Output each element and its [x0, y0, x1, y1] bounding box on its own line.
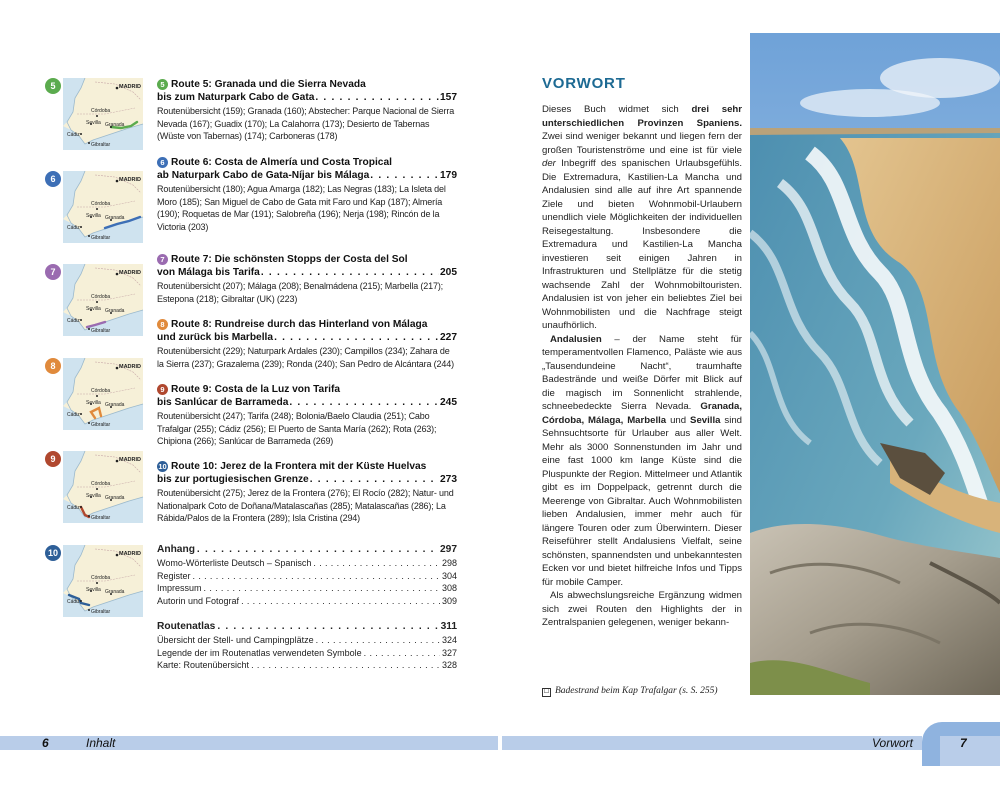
route-stops: Routenübersicht (159); Granada (160); Abstecher: Parque Nacional de Sierra Nevada (167); Guadix (170); La Calahorra (173); Desierto de Tabernas (Wüste von Tabernas) (174); Carboneras (178): [157, 106, 455, 142]
map-label-granada: Granada: [105, 215, 125, 221]
route-number-badge: 9: [157, 384, 168, 395]
route-title-line-2: bis Sanlúcar de Barrameda: [157, 397, 289, 408]
route-number-badge: 5: [157, 79, 168, 90]
route-map-badge: 9: [45, 451, 61, 467]
map-label-gibraltar: Gibraltar: [91, 609, 111, 615]
toc-route-heading[interactable]: [157, 383, 457, 409]
map-label-sevilla: Sevilla: [86, 306, 101, 312]
route-map-badge: 6: [45, 171, 61, 187]
map-label-madrid: MADRID: [119, 551, 141, 557]
route-title-line-1: Route 7: Die schönsten Stopps der Costa del Sol: [171, 254, 408, 265]
toc-route-heading[interactable]: [157, 318, 457, 344]
toc-route-entry: [157, 383, 457, 448]
foreword-text: [542, 103, 742, 630]
route-title-line-2: und zurück bis Marbella: [157, 332, 274, 343]
route-stops: Routenübersicht (275); Jerez de la Frontera (276); El Rocío (282); Natur- und Nationalpark Coto de Doñana/Matalascañas (285); Matalascañas (286); La Rábida/Palos de la Frontera (289); Isla Cristina (294): [157, 488, 454, 524]
toc-route-entry: [157, 156, 457, 233]
map-label-cadiz: Cádiz: [67, 505, 80, 511]
map-label-granada: Granada: [105, 402, 125, 408]
route-map-badge: 10: [45, 545, 61, 561]
footer-section-label-left: Inhalt: [86, 736, 116, 750]
photo-caption: ☐ Badestrand beim Kap Trafalgar (s. S. 255): [543, 686, 718, 696]
map-label-cadiz: Cádiz: [67, 599, 80, 605]
toc-route-entry: [157, 460, 457, 525]
route-title-line-1: Route 6: Costa de Almería und Costa Tropical: [171, 157, 392, 168]
map-label-cadiz: Cádiz: [67, 318, 80, 324]
map-label-gibraltar: Gibraltar: [91, 422, 111, 428]
route-page-number: 205: [440, 267, 457, 278]
toc-routenatlas-title: Routenatlas: [157, 621, 216, 632]
toc-route-heading[interactable]: [157, 460, 457, 486]
toc-anhang-item[interactable]: Impressum . . . 308: [157, 582, 457, 595]
map-label-cordoba: Córdoba: [91, 294, 111, 300]
toc-routenatlas-item[interactable]: Karte: Routenübersicht . . . 328: [157, 659, 457, 672]
route-map-thumbnail: [45, 545, 145, 617]
toc-route-heading[interactable]: [157, 253, 457, 279]
beach-photo-image: [750, 33, 1000, 695]
toc-routenatlas-title-row[interactable]: [157, 620, 457, 634]
map-label-granada: Granada: [105, 495, 125, 501]
page-title: VORWORT: [542, 75, 626, 92]
toc-routenatlas-item[interactable]: Übersicht der Stell- und Campingplätze . . . 324: [157, 634, 457, 647]
page-number-left: 6: [42, 736, 49, 750]
toc-routenatlas: [157, 620, 457, 672]
foreword-paragraph-3: Als abwechslungsreiche Ergänzung widmen sich zwei Routen den Highlights der in Zentralspanien gelegenen, weniger bekann-: [542, 590, 742, 628]
footer-section-label-right: Vorwort: [872, 736, 913, 750]
footer-bar-right: [502, 736, 922, 750]
map-label-sevilla: Sevilla: [86, 213, 101, 219]
route-map-badge: 7: [45, 264, 61, 280]
toc-route-entry: [157, 78, 457, 143]
map-label-madrid: MADRID: [119, 84, 141, 90]
route-stops: Routenübersicht (229); Naturpark Ardales (230); Campillos (234); Zahara de la Sierra (237); Grazalema (239); Ronda (240); San Pedro de Alcántara (244): [157, 346, 454, 369]
toc-route-heading[interactable]: [157, 78, 457, 104]
toc-route-entry: [157, 318, 457, 370]
toc-routenatlas-item[interactable]: Legende der im Routenatlas verwendeten Symbole . . . 327: [157, 647, 457, 660]
route-map-thumbnail: [45, 451, 145, 523]
right-page: [500, 0, 1000, 800]
toc-anhang-page: 297: [440, 544, 457, 555]
map-label-cordoba: Córdoba: [91, 108, 111, 114]
route-page-number: 157: [440, 92, 457, 103]
map-label-madrid: MADRID: [119, 270, 141, 276]
route-title-line-2: bis zum Naturpark Cabo de Gata: [157, 92, 315, 103]
map-label-gibraltar: Gibraltar: [91, 142, 111, 148]
route-map-thumbnail: [45, 171, 145, 243]
map-label-sevilla: Sevilla: [86, 120, 101, 126]
map-label-cordoba: Córdoba: [91, 481, 111, 487]
footer-bar-left: [0, 736, 498, 750]
map-label-cadiz: Cádiz: [67, 412, 80, 418]
toc-anhang-item[interactable]: Womo-Wörterliste Deutsch – Spanisch . . . 298: [157, 557, 457, 570]
toc-route-entry: [157, 253, 457, 305]
toc-anhang-item[interactable]: Autorin und Fotograf . . . 309: [157, 595, 457, 608]
route-map-badge: 5: [45, 78, 61, 94]
toc-anhang: [157, 543, 457, 607]
map-label-cordoba: Córdoba: [91, 575, 111, 581]
route-title-line-1: Route 9: Costa de la Luz von Tarifa: [171, 384, 341, 395]
map-label-gibraltar: Gibraltar: [91, 235, 111, 241]
map-label-gibraltar: Gibraltar: [91, 328, 111, 334]
beach-photo: [750, 33, 1000, 695]
foreword-paragraph-1: Dieses Buch widmet sich drei sehr unterschiedlichen Provinzen Spaniens. Zwei sind weniger bekannt und liegen fern der großen Touristenströme und eine ist für viele der Inbegriff des spanischen Urlaubsgefühls. Die Extremadura, Kastilien-La Mancha und Andalusien sind alle auf ihre Art spannende Ziele und bieten Wohnmobil-Urlaubern unendlich viele Möglichkeiten der individuellen Reisegestaltung. Insbesondere die Extremadura und Kastilien-La Mancha investieren seit einigen Jahren in Infrastrukturen und Stellplätze für die stetig wachsende Zahl der Wohnmobiltouristen. Andalusien ist von jeher ein beliebtes Ziel bei Wohnmobilisten und die Nachfrage steigt unaufhörlich.: [542, 104, 742, 331]
map-label-granada: Granada: [105, 589, 125, 595]
caption-marker-icon: ☐: [543, 689, 550, 695]
map-label-madrid: MADRID: [119, 177, 141, 183]
route-stops: Routenübersicht (247); Tarifa (248); Bolonia/Baelo Claudia (251); Cabo Trafalgar (255); Cádiz (256); El Puerto de Santa María (262); Rota (263); Chipiona (266); Sanlúcar de Barrameda (269): [157, 411, 437, 447]
toc-anhang-title-row[interactable]: [157, 543, 457, 557]
map-label-sevilla: Sevilla: [86, 400, 101, 406]
map-label-sevilla: Sevilla: [86, 587, 101, 593]
map-label-gibraltar: Gibraltar: [91, 515, 111, 521]
toc-anhang-title: Anhang: [157, 544, 195, 555]
route-map-thumbnail: [45, 264, 145, 336]
toc-route-heading[interactable]: [157, 156, 457, 182]
map-label-cordoba: Córdoba: [91, 201, 111, 207]
map-label-cadiz: Cádiz: [67, 225, 80, 231]
route-title-line-1: Route 5: Granada und die Sierra Nevada: [171, 79, 366, 90]
map-label-granada: Granada: [105, 308, 125, 314]
route-number-badge: 6: [157, 157, 168, 168]
route-title-line-2: bis zur portugiesischen Grenze: [157, 474, 309, 485]
route-map-thumbnail: [45, 358, 145, 430]
route-stops: Routenübersicht (207); Málaga (208); Benalmádena (215); Marbella (217); Estepona (218); Gibraltar (UK) (223): [157, 281, 444, 304]
route-page-number: 227: [440, 332, 457, 343]
map-label-madrid: MADRID: [119, 364, 141, 370]
route-map-thumbnail: [45, 78, 145, 150]
toc-anhang-item[interactable]: Register . . . 304: [157, 570, 457, 583]
foreword-paragraph-2: Andalusien – der Name steht für temperamentvollen Flamenco, Paläste wie aus „Tausendundeine Nacht“, traumhafte Badestrände und weiße Dörfer mit Blick auf die magisch im Sonnenlicht strahlende, schneebedeckte Sierra Nevada. Granada, Córdoba, Málaga, Marbella und Sevilla sind Sehnsuchtsorte für Urlauber aus aller Welt. Mehr als 3000 Sonnenstunden im Jahr und eine fast 1000 km lange Küste sind die Pluspunkte der Region. Mittelmeer und Atlantik gibt es im Doppelpack, getrennt durch die Meerenge von Gibraltar. Auch Wohnmobilisten lieben Andalusien, immer mehr auch für längere Touren oder zum Überwintern. Dieser Reiseführer stellt Andalusiens Vielfalt, seine schönsten, spannendsten und unbekanntesten Ecken vor und bietet hilfreiche Infos und Tipps für mobile Camper.: [542, 333, 743, 588]
route-title-line-2: ab Naturpark Cabo de Gata-Níjar bis Málaga: [157, 170, 370, 181]
route-page-number: 273: [440, 474, 457, 485]
map-label-madrid: MADRID: [119, 457, 141, 463]
route-map-badge: 8: [45, 358, 61, 374]
route-number-badge: 7: [157, 254, 168, 265]
map-label-sevilla: Sevilla: [86, 493, 101, 499]
map-label-granada: Granada: [105, 122, 125, 128]
map-label-cadiz: Cádiz: [67, 132, 80, 138]
toc-routenatlas-page: 311: [440, 621, 457, 632]
route-title-line-2: von Málaga bis Tarifa: [157, 267, 260, 278]
route-number-badge: 10: [158, 462, 167, 471]
page-number-right: 7: [960, 736, 967, 750]
map-label-cordoba: Córdoba: [91, 388, 111, 394]
route-title-line-1: Route 10: Jerez de la Frontera mit der Küste Huelvas: [171, 461, 427, 472]
route-stops: Routenübersicht (180); Agua Amarga (182); Las Negras (183); La Isleta del Moro (185); San Miguel de Cabo de Gata mit Faro und Kap (187); Almería (190); Roquetas de Mar (191); Salobreña (196); Nerja (198); Rincón de la Victoria (203): [157, 184, 446, 232]
route-page-number: 179: [440, 170, 457, 181]
route-number-badge: 8: [157, 319, 168, 330]
route-page-number: 245: [440, 397, 457, 408]
route-title-line-1: Route 8: Rundreise durch das Hinterland von Málaga: [171, 319, 428, 330]
